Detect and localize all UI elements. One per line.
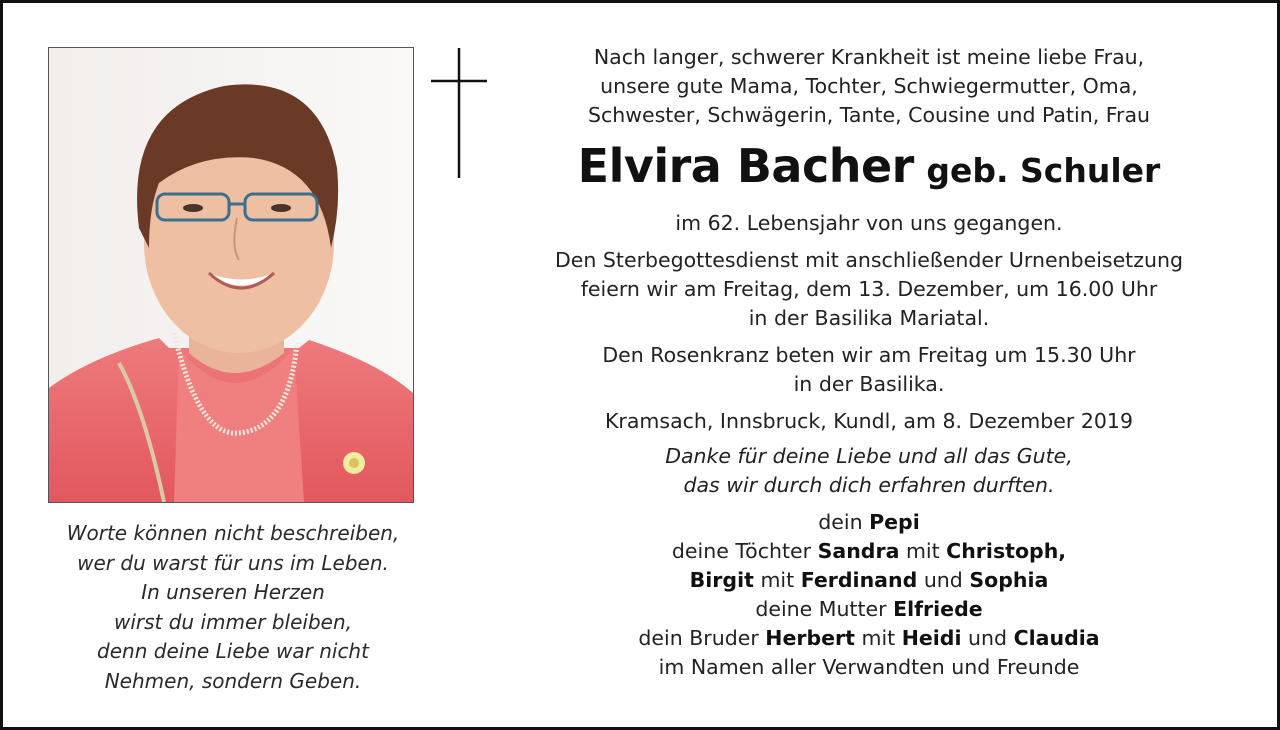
intro-line: unsere gute Mama, Tochter, Schwiegermutter, Oma, — [600, 74, 1138, 98]
mourner-name: Birgit — [689, 568, 754, 592]
poem-line: wer du warst für uns im Leben. — [77, 550, 389, 575]
deceased-birth-name: geb. Schuler — [926, 151, 1161, 190]
mourner-line — [489, 595, 1249, 624]
mourner-line: im Namen aller Verwandten und Freunde — [658, 655, 1080, 679]
memorial-poem — [23, 519, 443, 696]
notice-text-column — [489, 43, 1249, 682]
intro-line: Nach langer, schwerer Krankheit ist meine liebe Frau, — [593, 45, 1145, 69]
mourner-name: Pepi — [869, 510, 920, 534]
mourner-text: mit — [760, 568, 795, 592]
mourner-name: Sophia — [969, 568, 1049, 592]
service-line: in der Basilika Mariatal. — [748, 306, 990, 330]
mourner-name: Herbert — [765, 626, 855, 650]
mourner-text: mit — [905, 539, 940, 563]
cross-icon — [431, 48, 487, 178]
poem-line: Nehmen, sondern Geben. — [104, 668, 362, 693]
rosary-line: Den Rosenkranz beten wir am Freitag um 15.30 Uhr — [602, 343, 1136, 367]
mourner-text: dein — [818, 510, 863, 534]
poem-line: Worte können nicht beschreiben, — [66, 521, 400, 545]
poem-line: wirst du immer bleiben, — [113, 609, 353, 634]
mourner-name: Elfriede — [893, 597, 983, 621]
mourner-line — [489, 566, 1249, 595]
deceased-name — [489, 138, 1249, 203]
poem-line: In unseren Herzen — [141, 580, 325, 604]
rosary-line: in der Basilika. — [793, 372, 945, 396]
mourner-name: Claudia — [1013, 626, 1100, 650]
place-date: Kramsach, Innsbruck, Kundl, am 8. Dezember 2019 — [604, 409, 1133, 433]
intro-line: Schwester, Schwägerin, Tante, Cousine und Patin, Frau — [587, 103, 1151, 127]
poem-line: denn deine Liebe war nicht — [97, 639, 369, 663]
service-line: Den Sterbegottesdienst mit anschließender Urnenbeisetzung — [555, 248, 1183, 272]
mourner-line — [489, 537, 1249, 566]
mourner-text: deine Mutter — [755, 597, 887, 621]
mourner-name: Heidi — [901, 626, 962, 650]
mourner-line — [489, 508, 1249, 537]
mourner-name: Christoph, — [946, 539, 1067, 563]
mourner-name: Ferdinand — [800, 568, 918, 592]
deceased-name-main: Elvira Bacher — [577, 139, 914, 193]
mourner-text: und — [968, 626, 1008, 650]
thanks-line: Danke für deine Liebe und all das Gute, — [665, 444, 1073, 468]
mourner-text: dein Bruder — [638, 626, 759, 650]
portrait-photo — [48, 47, 414, 503]
service-line: feiern wir am Freitag, dem 13. Dezember, um 16.00 Uhr — [580, 277, 1158, 301]
age-line: im 62. Lebensjahr von uns gegangen. — [675, 211, 1063, 235]
mourner-name: Sandra — [817, 539, 900, 563]
mourner-text: und — [923, 568, 963, 592]
thanks-line: das wir durch dich erfahren durften. — [683, 473, 1055, 497]
mourner-text: mit — [861, 626, 896, 650]
mourner-text: deine Töchter — [671, 539, 812, 563]
mourner-line — [489, 624, 1249, 653]
